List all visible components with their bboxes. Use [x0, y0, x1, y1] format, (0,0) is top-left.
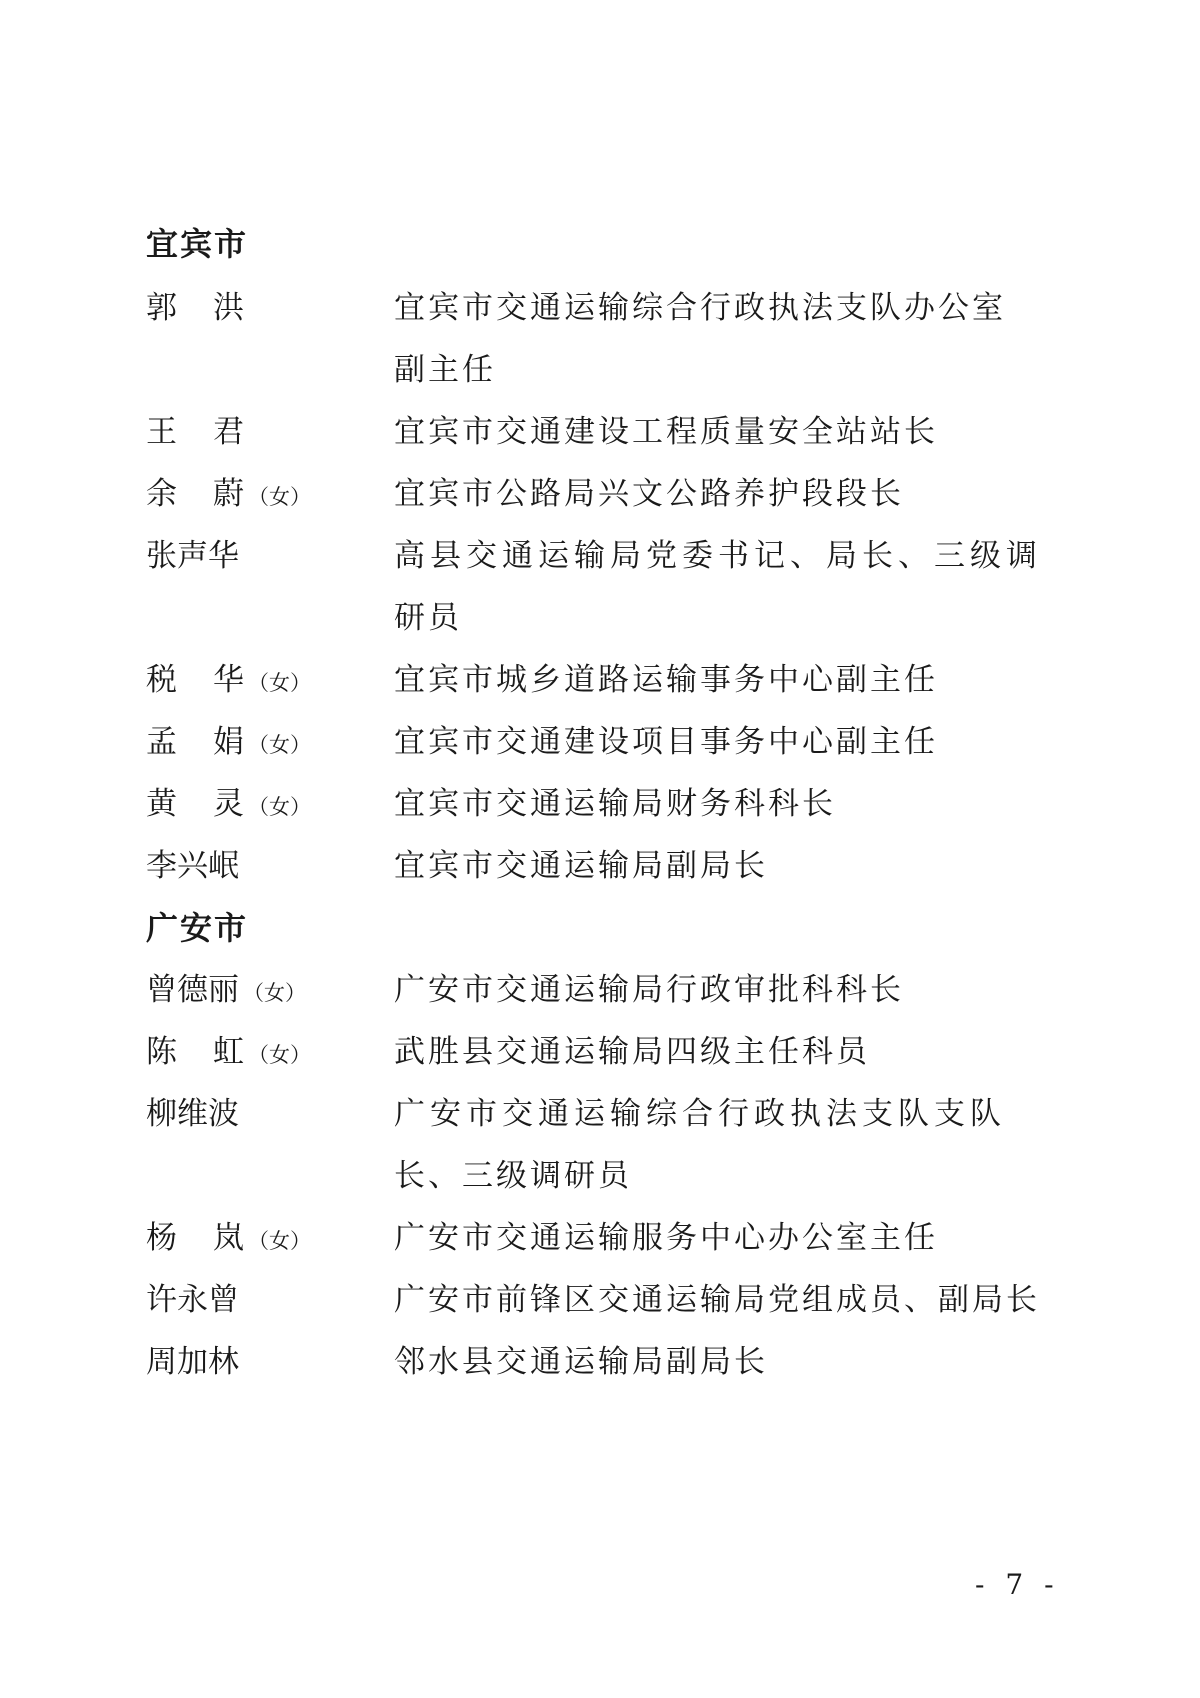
list-item	[0, 836, 1200, 896]
list-item-continuation	[0, 340, 1200, 400]
name-part: 陈	[146, 1034, 177, 1070]
list-item	[0, 526, 1200, 586]
person-duty: 广安市交通运输局行政审批科科长	[394, 972, 904, 1008]
section-heading-row	[0, 898, 1200, 958]
name-part: 杨	[146, 1220, 177, 1256]
page-number: - 7 -	[975, 1568, 1060, 1601]
name-part: 孟	[146, 724, 177, 760]
gender-note: （女）	[248, 733, 311, 757]
name-part: 黄	[146, 786, 177, 822]
list-item	[0, 1084, 1200, 1144]
person-name	[146, 1208, 396, 1271]
person-duty: 宜宾市公路局兴文公路养护段段长	[394, 476, 904, 512]
person-name: 张声华	[146, 538, 239, 574]
section-heading: 宜宾市	[146, 225, 249, 263]
list-item	[0, 278, 1200, 338]
person-duty: 武胜县交通运输局四级主任科员	[394, 1034, 870, 1070]
person-name: 许永曾	[146, 1282, 239, 1318]
gender-note: （女）	[248, 1229, 311, 1253]
list-item	[0, 712, 1200, 772]
person-name	[146, 464, 396, 527]
person-duty: 宜宾市交通建设工程质量安全站站长	[394, 414, 938, 450]
list-item	[0, 402, 1200, 462]
name-part: 岚	[213, 1220, 244, 1256]
gender-note: （女）	[248, 671, 311, 695]
person-duty: 长、三级调研员	[394, 1158, 632, 1194]
person-duty: 广安市交通运输服务中心办公室主任	[394, 1220, 938, 1256]
name-part: 蔚	[213, 476, 244, 512]
person-duty: 宜宾市城乡道路运输事务中心副主任	[394, 662, 938, 698]
person-duty: 邻水县交通运输局副局长	[394, 1344, 768, 1380]
list-item	[0, 1208, 1200, 1268]
person-name: 柳维波	[146, 1096, 239, 1132]
person-duty: 宜宾市交通建设项目事务中心副主任	[394, 724, 938, 760]
name-part: 曾德丽	[146, 972, 239, 1008]
list-item	[0, 960, 1200, 1020]
person-duty: 广安市交通运输综合行政执法支队支队	[394, 1096, 1006, 1132]
list-item	[0, 1270, 1200, 1330]
gender-note: （女）	[248, 795, 311, 819]
list-item	[0, 464, 1200, 524]
name-part: 虹	[213, 1034, 244, 1070]
gender-note: （女）	[248, 485, 311, 509]
person-name	[146, 960, 396, 1023]
list-item	[0, 1332, 1200, 1392]
gender-note: （女）	[243, 981, 306, 1005]
person-name	[146, 650, 396, 713]
person-duty: 副主任	[394, 352, 496, 388]
name-part: 君	[213, 414, 244, 450]
name-part: 洪	[213, 290, 244, 326]
list-item	[0, 774, 1200, 834]
list-item	[0, 650, 1200, 710]
section-heading: 广安市	[146, 909, 249, 947]
name-part: 王	[146, 414, 177, 450]
person-name: 周加林	[146, 1344, 239, 1380]
name-part: 华	[213, 662, 244, 698]
name-part: 郭	[146, 290, 177, 326]
name-part: 灵	[213, 786, 244, 822]
person-duty: 高县交通运输局党委书记、局长、三级调	[394, 538, 1042, 574]
person-name	[146, 278, 396, 338]
person-duty: 宜宾市交通运输综合行政执法支队办公室	[394, 290, 1006, 326]
person-duty: 广安市前锋区交通运输局党组成员、副局长	[394, 1282, 1040, 1318]
list-item	[0, 1022, 1200, 1082]
person-name	[146, 712, 396, 775]
person-duty: 研员	[394, 600, 462, 636]
section-heading-row	[0, 214, 1200, 274]
person-name	[146, 774, 396, 837]
gender-note: （女）	[248, 1043, 311, 1067]
person-duty: 宜宾市交通运输局财务科科长	[394, 786, 836, 822]
name-part: 税	[146, 662, 177, 698]
name-part: 娟	[213, 724, 244, 760]
person-duty: 宜宾市交通运输局副局长	[394, 848, 768, 884]
list-item-continuation	[0, 1146, 1200, 1206]
person-name	[146, 1022, 396, 1085]
list-item-continuation	[0, 588, 1200, 648]
person-name	[146, 402, 396, 462]
name-part: 余	[146, 476, 177, 512]
person-name: 李兴岷	[146, 848, 239, 884]
